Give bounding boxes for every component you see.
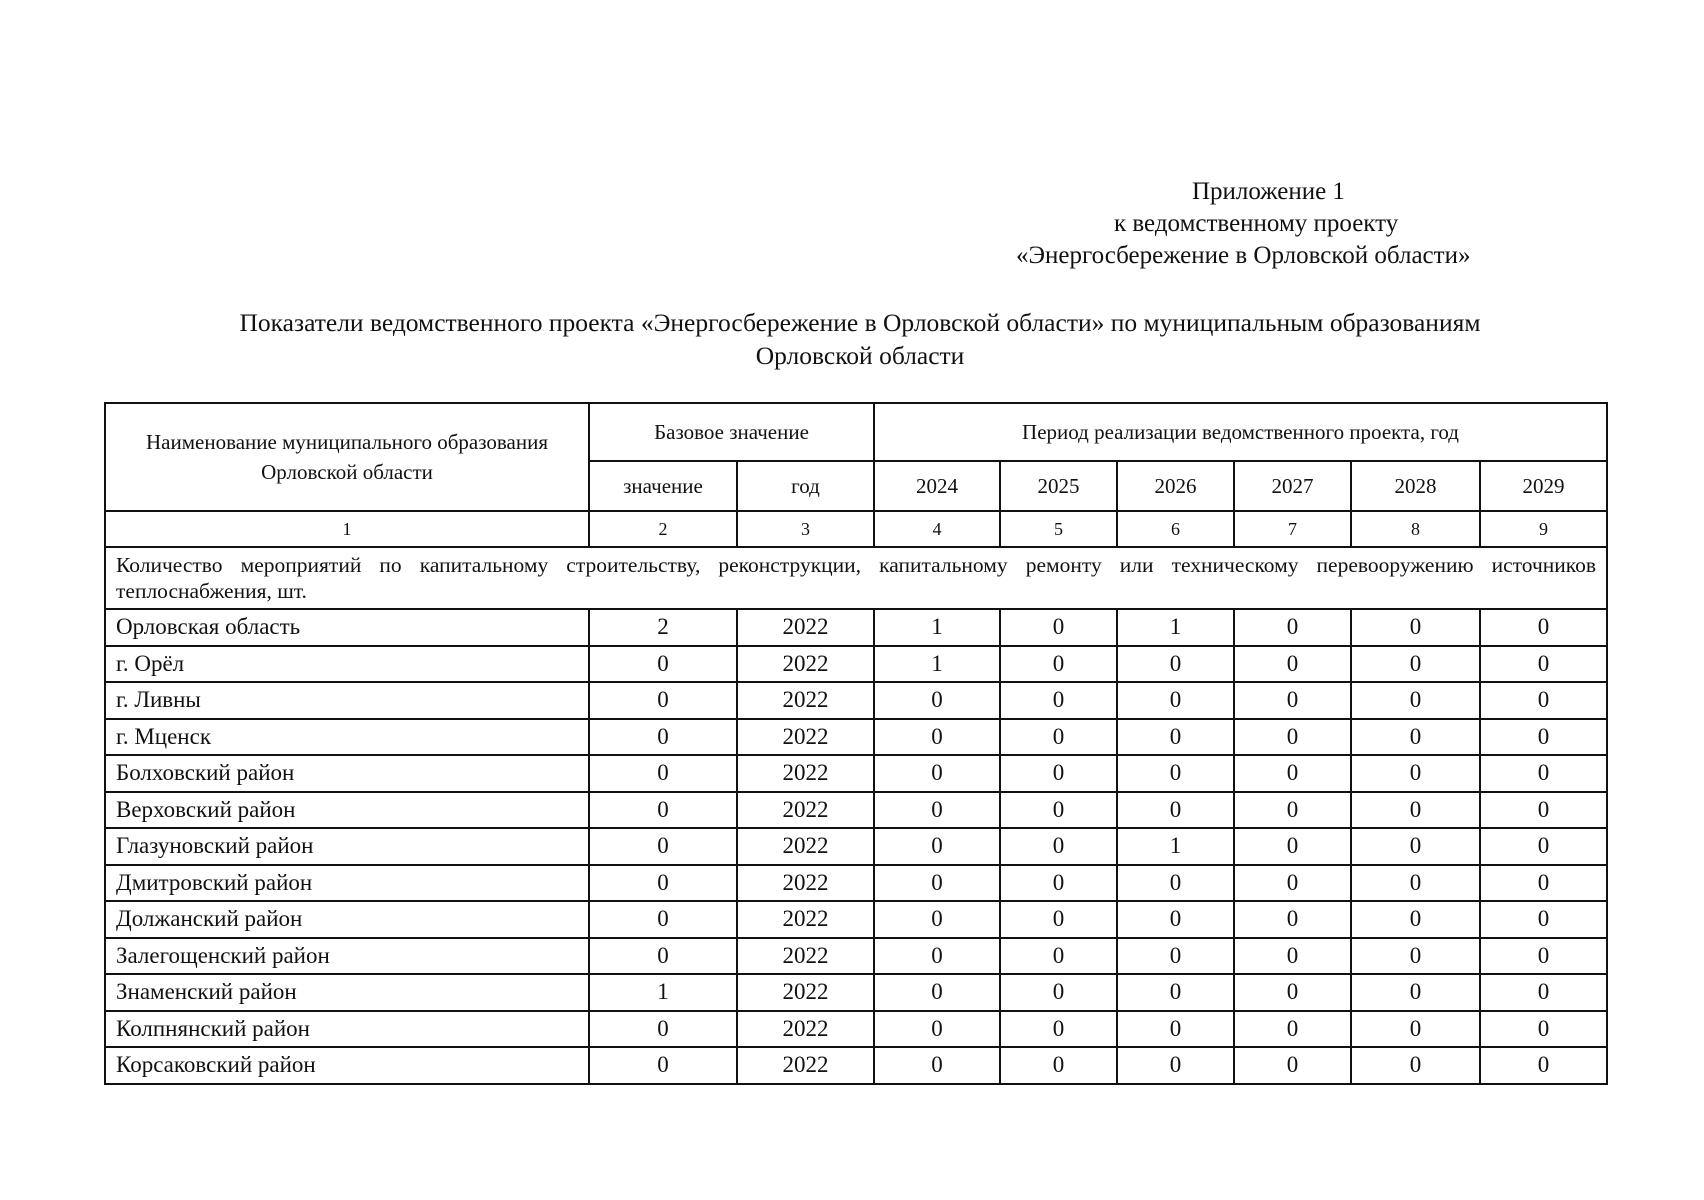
municipality-name: Дмитровский район bbox=[105, 865, 589, 902]
value-2024-cell: 0 bbox=[874, 719, 1000, 756]
value-2029-cell: 0 bbox=[1480, 609, 1607, 646]
header-value: значение bbox=[589, 461, 737, 511]
value-2025-cell: 0 bbox=[1000, 609, 1117, 646]
base-year-cell: 2022 bbox=[737, 682, 874, 719]
value-2026-cell: 0 bbox=[1117, 901, 1234, 938]
municipality-name: Корсаковский район bbox=[105, 1047, 589, 1084]
municipality-name: Знаменский район bbox=[105, 974, 589, 1011]
column-number: 4 bbox=[874, 511, 1000, 547]
value-2026-cell: 0 bbox=[1117, 755, 1234, 792]
value-2027-cell: 0 bbox=[1234, 938, 1351, 975]
base-value-cell: 0 bbox=[589, 719, 737, 756]
base-year-cell: 2022 bbox=[737, 828, 874, 865]
value-2027-cell: 0 bbox=[1234, 646, 1351, 683]
value-2026-cell: 0 bbox=[1117, 792, 1234, 829]
municipality-name: г. Ливны bbox=[105, 682, 589, 719]
municipality-name: Глазуновский район bbox=[105, 828, 589, 865]
value-2025-cell: 0 bbox=[1000, 792, 1117, 829]
value-2027-cell: 0 bbox=[1234, 974, 1351, 1011]
value-2027-cell: 0 bbox=[1234, 828, 1351, 865]
value-2026-cell: 0 bbox=[1117, 865, 1234, 902]
municipality-name: Залегощенский район bbox=[105, 938, 589, 975]
header-year-2025: 2025 bbox=[1000, 461, 1117, 511]
municipality-name: Верховский район bbox=[105, 792, 589, 829]
table-row bbox=[105, 938, 1607, 975]
document-title-line-1: Показатели ведомственного проекта «Энергосбережение в Орловской области» по муниципальным образованиям bbox=[239, 308, 1481, 337]
value-2024-cell: 1 bbox=[874, 646, 1000, 683]
value-2027-cell: 0 bbox=[1234, 755, 1351, 792]
base-year-cell: 2022 bbox=[737, 719, 874, 756]
base-year-cell: 2022 bbox=[737, 901, 874, 938]
value-2024-cell: 0 bbox=[874, 755, 1000, 792]
base-year-cell: 2022 bbox=[737, 646, 874, 683]
value-2028-cell: 0 bbox=[1351, 974, 1480, 1011]
value-2027-cell: 0 bbox=[1234, 792, 1351, 829]
value-2027-cell: 0 bbox=[1234, 682, 1351, 719]
value-2028-cell: 0 bbox=[1351, 609, 1480, 646]
value-2028-cell: 0 bbox=[1351, 938, 1480, 975]
value-2027-cell: 0 bbox=[1234, 719, 1351, 756]
value-2027-cell: 0 bbox=[1234, 1011, 1351, 1048]
section-title: Количество мероприятий по капитальному строительству, реконструкции, капитальному ремонту или техническому перевооружению источников теплоснабжения, шт. bbox=[105, 547, 1607, 609]
value-2025-cell: 0 bbox=[1000, 1047, 1117, 1084]
value-2025-cell: 0 bbox=[1000, 682, 1117, 719]
value-2025-cell: 0 bbox=[1000, 974, 1117, 1011]
value-2025-cell: 0 bbox=[1000, 646, 1117, 683]
appendix-line-3: «Энергосбережение в Орловской области» bbox=[1016, 242, 1471, 269]
value-2024-cell: 0 bbox=[874, 1011, 1000, 1048]
header-year-2029: 2029 bbox=[1480, 461, 1607, 511]
document-title-line-2: Орловской области bbox=[755, 341, 965, 370]
column-number: 3 bbox=[737, 511, 874, 547]
value-2028-cell: 0 bbox=[1351, 792, 1480, 829]
column-numbers-row bbox=[105, 511, 1607, 547]
value-2029-cell: 0 bbox=[1480, 755, 1607, 792]
value-2024-cell: 0 bbox=[874, 865, 1000, 902]
value-2029-cell: 0 bbox=[1480, 938, 1607, 975]
value-2025-cell: 0 bbox=[1000, 719, 1117, 756]
table-row bbox=[105, 1011, 1607, 1048]
value-2024-cell: 0 bbox=[874, 938, 1000, 975]
value-2024-cell: 0 bbox=[874, 974, 1000, 1011]
base-value-cell: 0 bbox=[589, 901, 737, 938]
header-year-2026: 2026 bbox=[1117, 461, 1234, 511]
base-year-cell: 2022 bbox=[737, 1047, 874, 1084]
table-row bbox=[105, 755, 1607, 792]
column-number: 8 bbox=[1351, 511, 1480, 547]
value-2028-cell: 0 bbox=[1351, 719, 1480, 756]
section-row bbox=[105, 547, 1607, 609]
document-title bbox=[120, 306, 1600, 372]
header-municipality: Наименование муниципального образования Орловской области bbox=[105, 403, 589, 511]
header-year-2027: 2027 bbox=[1234, 461, 1351, 511]
base-value-cell: 0 bbox=[589, 682, 737, 719]
value-2029-cell: 0 bbox=[1480, 792, 1607, 829]
indicators-table bbox=[104, 402, 1608, 1085]
value-2024-cell: 0 bbox=[874, 828, 1000, 865]
value-2029-cell: 0 bbox=[1480, 865, 1607, 902]
base-value-cell: 0 bbox=[589, 1047, 737, 1084]
base-value-cell: 0 bbox=[589, 755, 737, 792]
value-2028-cell: 0 bbox=[1351, 1047, 1480, 1084]
value-2028-cell: 0 bbox=[1351, 865, 1480, 902]
value-2026-cell: 0 bbox=[1117, 719, 1234, 756]
value-2024-cell: 1 bbox=[874, 609, 1000, 646]
value-2024-cell: 0 bbox=[874, 682, 1000, 719]
base-year-cell: 2022 bbox=[737, 938, 874, 975]
table-row bbox=[105, 792, 1607, 829]
table-row bbox=[105, 719, 1607, 756]
header-period: Период реализации ведомственного проекта, год bbox=[874, 403, 1607, 461]
value-2026-cell: 1 bbox=[1117, 828, 1234, 865]
table-row bbox=[105, 865, 1607, 902]
municipality-name: Болховский район bbox=[105, 755, 589, 792]
base-value-cell: 0 bbox=[589, 646, 737, 683]
base-year-cell: 2022 bbox=[737, 609, 874, 646]
appendix-line-1: Приложение 1 bbox=[1192, 178, 1345, 205]
value-2028-cell: 0 bbox=[1351, 682, 1480, 719]
value-2024-cell: 0 bbox=[874, 1047, 1000, 1084]
header-year: год bbox=[737, 461, 874, 511]
column-number: 6 bbox=[1117, 511, 1234, 547]
appendix-line-2: к ведомственному проекту bbox=[1114, 210, 1399, 237]
value-2028-cell: 0 bbox=[1351, 646, 1480, 683]
municipality-name: г. Мценск bbox=[105, 719, 589, 756]
table-row bbox=[105, 1047, 1607, 1084]
table-row bbox=[105, 974, 1607, 1011]
base-value-cell: 2 bbox=[589, 609, 737, 646]
municipality-name: Должанский район bbox=[105, 901, 589, 938]
value-2026-cell: 0 bbox=[1117, 1011, 1234, 1048]
column-number: 1 bbox=[105, 511, 589, 547]
value-2029-cell: 0 bbox=[1480, 1047, 1607, 1084]
base-value-cell: 0 bbox=[589, 828, 737, 865]
value-2026-cell: 0 bbox=[1117, 938, 1234, 975]
value-2026-cell: 0 bbox=[1117, 682, 1234, 719]
value-2026-cell: 0 bbox=[1117, 646, 1234, 683]
value-2025-cell: 0 bbox=[1000, 755, 1117, 792]
header-year-2024: 2024 bbox=[874, 461, 1000, 511]
table-row bbox=[105, 828, 1607, 865]
column-number: 5 bbox=[1000, 511, 1117, 547]
value-2025-cell: 0 bbox=[1000, 901, 1117, 938]
header-base-value: Базовое значение bbox=[589, 403, 874, 461]
value-2027-cell: 0 bbox=[1234, 609, 1351, 646]
table-row bbox=[105, 609, 1607, 646]
municipality-name: Колпнянский район bbox=[105, 1011, 589, 1048]
value-2025-cell: 0 bbox=[1000, 865, 1117, 902]
municipality-name: г. Орёл bbox=[105, 646, 589, 683]
header-row-1 bbox=[105, 403, 1607, 461]
municipality-name: Орловская область bbox=[105, 609, 589, 646]
value-2024-cell: 0 bbox=[874, 792, 1000, 829]
value-2027-cell: 0 bbox=[1234, 865, 1351, 902]
value-2027-cell: 0 bbox=[1234, 901, 1351, 938]
value-2029-cell: 0 bbox=[1480, 682, 1607, 719]
value-2027-cell: 0 bbox=[1234, 1047, 1351, 1084]
base-value-cell: 0 bbox=[589, 1011, 737, 1048]
table-row bbox=[105, 646, 1607, 683]
value-2029-cell: 0 bbox=[1480, 901, 1607, 938]
base-year-cell: 2022 bbox=[737, 755, 874, 792]
value-2026-cell: 0 bbox=[1117, 1047, 1234, 1084]
column-number: 7 bbox=[1234, 511, 1351, 547]
value-2026-cell: 1 bbox=[1117, 609, 1234, 646]
value-2029-cell: 0 bbox=[1480, 828, 1607, 865]
value-2025-cell: 0 bbox=[1000, 1011, 1117, 1048]
value-2028-cell: 0 bbox=[1351, 755, 1480, 792]
column-number: 9 bbox=[1480, 511, 1607, 547]
value-2029-cell: 0 bbox=[1480, 974, 1607, 1011]
base-year-cell: 2022 bbox=[737, 974, 874, 1011]
value-2025-cell: 0 bbox=[1000, 828, 1117, 865]
value-2028-cell: 0 bbox=[1351, 828, 1480, 865]
value-2026-cell: 0 bbox=[1117, 974, 1234, 1011]
value-2029-cell: 0 bbox=[1480, 1011, 1607, 1048]
base-value-cell: 0 bbox=[589, 938, 737, 975]
base-year-cell: 2022 bbox=[737, 865, 874, 902]
value-2029-cell: 0 bbox=[1480, 646, 1607, 683]
value-2024-cell: 0 bbox=[874, 901, 1000, 938]
base-value-cell: 0 bbox=[589, 792, 737, 829]
column-number: 2 bbox=[589, 511, 737, 547]
value-2028-cell: 0 bbox=[1351, 901, 1480, 938]
header-year-2028: 2028 bbox=[1351, 461, 1480, 511]
base-value-cell: 0 bbox=[589, 865, 737, 902]
value-2025-cell: 0 bbox=[1000, 938, 1117, 975]
base-value-cell: 1 bbox=[589, 974, 737, 1011]
value-2028-cell: 0 bbox=[1351, 1011, 1480, 1048]
table-row bbox=[105, 682, 1607, 719]
base-year-cell: 2022 bbox=[737, 1011, 874, 1048]
table-row bbox=[105, 901, 1607, 938]
value-2029-cell: 0 bbox=[1480, 719, 1607, 756]
base-year-cell: 2022 bbox=[737, 792, 874, 829]
